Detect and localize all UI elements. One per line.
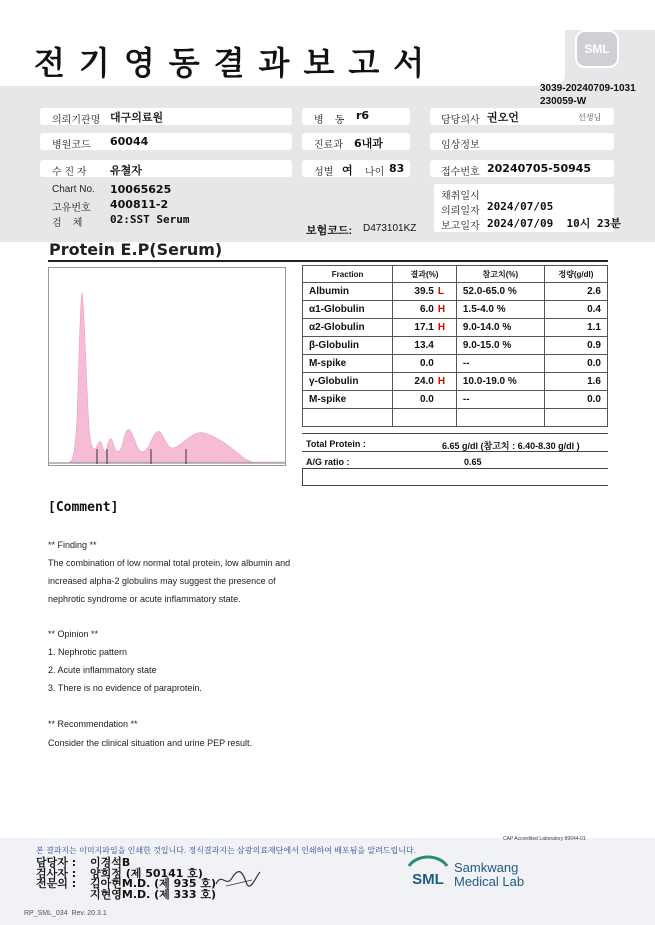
fraction-table-body xyxy=(303,283,608,427)
institution-value: 대구의료원 xyxy=(110,111,164,124)
electropherogram-curve xyxy=(69,293,285,462)
unique-no-value: 400811-2 xyxy=(110,198,169,211)
result-value: 0.0 xyxy=(419,394,434,405)
staff-name: 김아현M.D. (제 935 호) xyxy=(90,877,217,890)
unique-no-label: 고유번호 xyxy=(52,203,91,214)
finding-heading: ** Finding ** xyxy=(48,540,97,550)
sex-label: 성별 xyxy=(314,167,334,178)
table-row-blank xyxy=(303,409,608,427)
collect-label: 채취일시 xyxy=(441,191,480,202)
fraction-name: γ-Globulin xyxy=(303,373,393,391)
pep-title: Protein E.P(Serum) xyxy=(49,240,223,259)
clinical-label: 임상정보 xyxy=(441,140,480,151)
document-number-line1: 3039-20240709-1031 xyxy=(540,83,636,94)
fraction-result xyxy=(393,355,457,373)
insurance-label: 보험코드: xyxy=(306,225,353,237)
hospital-code-value: 60044 xyxy=(110,135,149,148)
fraction-reference: 9.0-14.0 % xyxy=(456,319,544,337)
result-flag: H xyxy=(437,322,446,333)
fraction-name: α2-Globulin xyxy=(303,319,393,337)
col-result: 결과(%) xyxy=(393,266,457,283)
print-notice: 본 결과지는 이미지파일을 인쇄한 것입니다. 정식결과지는 삼광의료재단에서 인쇄하여 배포됨을 알려드립니다. xyxy=(36,846,416,855)
staff-name: 양희정 (제 50141 호) xyxy=(90,867,203,880)
samkwang-logo-icon xyxy=(405,852,451,892)
opinion-line: 1. Nephrotic pattern xyxy=(48,647,128,657)
fraction-quantity: 0.0 xyxy=(544,391,607,409)
table-row xyxy=(303,319,608,337)
fraction-quantity: 1.6 xyxy=(544,373,607,391)
table-row xyxy=(303,283,608,301)
ag-ratio-value: 0.65 xyxy=(464,457,482,467)
fraction-quantity: 1.1 xyxy=(544,319,607,337)
summary-left-line xyxy=(302,468,303,486)
result-value: 6.0 xyxy=(419,304,434,315)
form-number: RP_SML_034 Rev. 20.3.1 xyxy=(24,910,107,917)
table-row xyxy=(303,337,608,355)
fraction-name: M-spike xyxy=(303,355,393,373)
report-date: 2024/07/09 10시 23분 xyxy=(487,217,621,230)
fraction-result xyxy=(393,373,457,391)
patient-name-value: 유쳘자 xyxy=(110,164,142,177)
fraction-quantity: 2.6 xyxy=(544,283,607,301)
col-quantity: 정량(g/dl) xyxy=(544,266,607,283)
svg-text:SML: SML xyxy=(412,871,444,888)
fraction-result xyxy=(393,391,457,409)
opinion-line: 3. There is no evidence of paraprotein. xyxy=(48,683,202,693)
fraction-reference: 52.0-65.0 % xyxy=(456,283,544,301)
comment-heading: [Comment] xyxy=(48,500,119,515)
chart-no-value: 10065625 xyxy=(110,183,172,196)
opinion-line: 2. Acute inflammatory state xyxy=(48,665,157,675)
fraction-name: α1-Globulin xyxy=(303,301,393,319)
age-value: 83 xyxy=(389,162,405,175)
fraction-reference: -- xyxy=(456,355,544,373)
ag-ratio-label: A/G ratio : xyxy=(306,457,350,467)
fraction-result xyxy=(393,319,457,337)
table-row xyxy=(303,301,608,319)
lab-name xyxy=(454,861,524,889)
staff-name: 이경석B xyxy=(90,856,131,869)
age-label: 나이 xyxy=(365,167,385,178)
specimen-value: 02:SST Serum xyxy=(110,213,190,226)
fraction-name: M-spike xyxy=(303,391,393,409)
result-value: 17.1 xyxy=(414,322,434,333)
lab-name-line2: Medical Lab xyxy=(454,874,525,889)
receipt-label: 접수번호 xyxy=(441,167,480,178)
summary-bottom-line xyxy=(302,485,608,486)
finding-line: nephrotic syndrome or acute inflammatory state. xyxy=(48,594,241,604)
fraction-quantity: 0.4 xyxy=(544,301,607,319)
staff-name: 지현영M.D. (제 333 호) xyxy=(90,888,217,901)
dept-label: 진료과 xyxy=(314,140,343,151)
chart-no-label: Chart No. xyxy=(52,184,95,195)
request-label: 의뢰일자 xyxy=(441,206,480,217)
result-flag: H xyxy=(437,304,446,315)
summary-mid-line xyxy=(302,451,608,452)
ward-label: 병 동 xyxy=(314,115,345,126)
ward-value: r6 xyxy=(356,109,370,122)
col-fraction: Fraction xyxy=(303,266,393,283)
fraction-name: β-Globulin xyxy=(303,337,393,355)
lab-name-line1: Samkwang xyxy=(454,860,519,875)
result-value: 13.4 xyxy=(414,340,434,351)
opinion-heading: ** Opinion ** xyxy=(48,629,99,639)
fraction-reference: -- xyxy=(456,391,544,409)
fraction-reference: 10.0-19.0 % xyxy=(456,373,544,391)
pep-title-underline xyxy=(48,260,608,262)
dept-value: 6내과 xyxy=(354,137,383,150)
finding-line: The combination of low normal total protein, low albumin and xyxy=(48,558,291,568)
fraction-result xyxy=(393,283,457,301)
cap-accreditation: CAP Accredited Laboratory 89944-01 xyxy=(503,836,586,842)
signature-image xyxy=(212,866,264,892)
result-flag: H xyxy=(437,376,446,387)
fraction-table xyxy=(302,265,608,427)
col-reference: 참고치(%) xyxy=(456,266,544,283)
document-number xyxy=(540,82,636,108)
staff-role: 담당자 : xyxy=(36,856,77,869)
table-row xyxy=(303,391,608,409)
electropherogram xyxy=(48,267,286,466)
recommendation-line: Consider the clinical situation and urine PEP result. xyxy=(48,738,252,748)
result-flag: L xyxy=(437,286,444,297)
insurance-value: D473101KZ xyxy=(363,223,417,234)
institution-label: 의뢰기관명 xyxy=(52,115,101,126)
finding-line: increased alpha-2 globulins may suggest the presence of xyxy=(48,576,276,586)
doctor-suffix: 선생님 xyxy=(578,113,602,122)
table-header-row xyxy=(303,266,608,283)
summary-top-line xyxy=(302,433,608,434)
result-value: 39.5 xyxy=(414,286,434,297)
report-label: 보고일자 xyxy=(441,221,480,232)
report-title: 전기영동결과보고서 xyxy=(34,44,439,82)
patient-name-label: 수 진 자 xyxy=(52,167,87,178)
specimen-label: 검 체 xyxy=(52,218,83,229)
total-protein-label: Total Protein : xyxy=(306,439,366,449)
hospital-code-label: 병원코드 xyxy=(52,140,91,151)
doctor-label: 담당의사 xyxy=(441,115,480,126)
total-protein-value: 6.65 g/dl (참고치 : 6.40-8.30 g/dl ) xyxy=(442,441,580,451)
fraction-reference: 1.5-4.0 % xyxy=(456,301,544,319)
electropherogram-svg xyxy=(49,268,285,465)
result-value: 24.0 xyxy=(414,376,434,387)
fraction-reference: 9.0-15.0 % xyxy=(456,337,544,355)
result-value: 0.0 xyxy=(419,358,434,369)
sml-logo: SML xyxy=(575,30,619,68)
staff-role: 검사자 : xyxy=(36,867,77,880)
sex-value: 여 xyxy=(342,164,353,177)
staff-role: 전문의 : xyxy=(36,877,77,890)
table-row xyxy=(303,355,608,373)
fraction-result xyxy=(393,301,457,319)
doctor-value: 권오언 xyxy=(487,111,519,124)
document-number-line2: 230059-W xyxy=(540,96,587,107)
fraction-result xyxy=(393,337,457,355)
recommendation-heading: ** Recommendation ** xyxy=(48,719,138,729)
receipt-value: 20240705-50945 xyxy=(487,162,592,175)
summary-line-2 xyxy=(302,468,608,469)
fraction-quantity: 0.9 xyxy=(544,337,607,355)
request-date: 2024/07/05 xyxy=(487,200,554,213)
fraction-quantity: 0.0 xyxy=(544,355,607,373)
fraction-name: Albumin xyxy=(303,283,393,301)
table-row xyxy=(303,373,608,391)
